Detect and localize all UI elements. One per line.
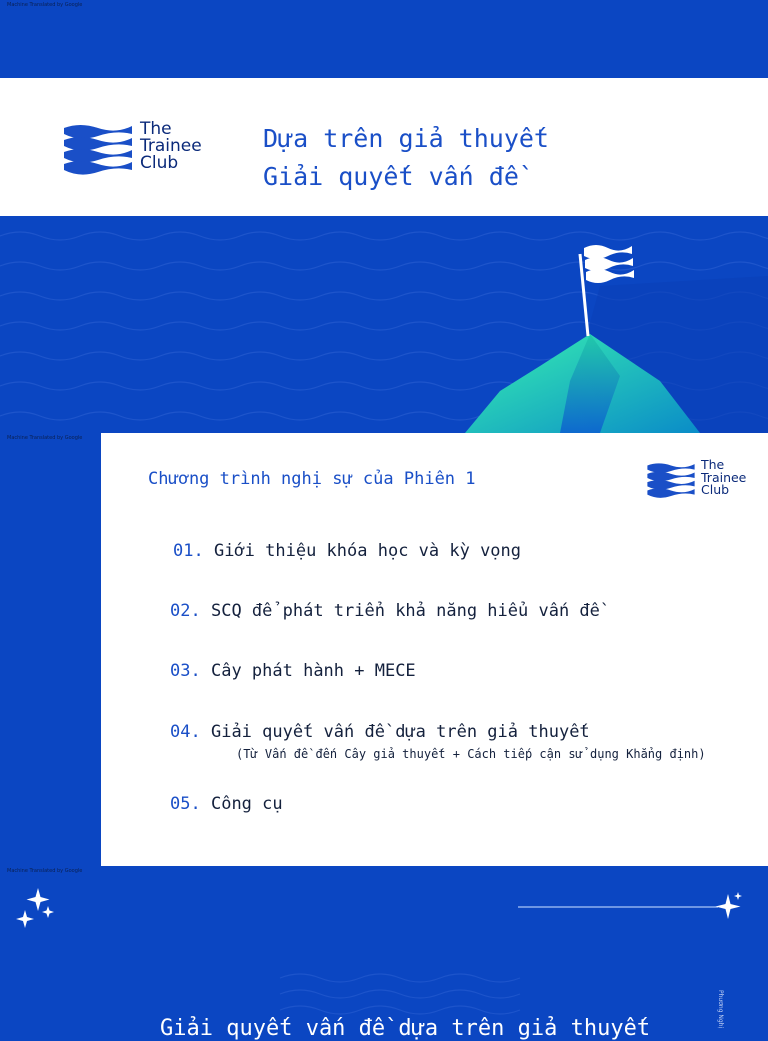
wave-pattern (280, 974, 520, 1014)
slide3 (0, 866, 768, 1041)
agenda-item-4 (170, 722, 590, 742)
slide1-title (263, 120, 549, 196)
logo-line: The (140, 118, 172, 139)
agenda-number: 01. (173, 541, 204, 561)
slide1-header (0, 78, 768, 216)
agenda-text: Cây phát hành + MECE (210, 661, 416, 681)
agenda-number: 03. (170, 661, 201, 681)
agenda-item-4-subtext: (Từ Vấn đề đến Cây giả thuyết + Cách tiếp cận sử dụng Khẳng định) (236, 747, 706, 761)
agenda-item-1 (173, 541, 521, 561)
agenda-text: Giới thiệu khóa học và kỳ vọng (213, 541, 522, 561)
title-line: Giải quyết vấn đề (263, 162, 519, 191)
slide1-hero (0, 216, 768, 433)
trainee-club-logo (646, 459, 746, 497)
agenda-text: SCQ để phát triển khả năng hiểu vấn đề (210, 601, 600, 621)
logo-line: Trainee (140, 135, 202, 156)
agenda-card (101, 433, 768, 866)
logo-line: Club (701, 482, 730, 498)
slide3-decor (0, 866, 768, 1024)
logo-line: Trainee (701, 469, 747, 485)
watermark-text: Machine Translated by Google (7, 435, 83, 441)
side-caption: Phương Nghị (717, 990, 724, 1029)
wave-flag-icon (646, 459, 696, 497)
agenda-number: 04. (170, 722, 201, 742)
logo-line: Club (140, 152, 179, 173)
agenda-heading: Chương trình nghị sự của Phiên 1 (148, 469, 476, 489)
sparkle-icon (716, 892, 743, 919)
trainee-club-logo (62, 120, 202, 172)
watermark-text: Machine Translated by Google (7, 868, 83, 874)
agenda-number: 02. (170, 601, 201, 621)
logo-wordmark (701, 459, 746, 497)
flag-icon (584, 245, 634, 283)
agenda-number: 05. (170, 794, 201, 814)
agenda-text: Giải quyết vấn đề dựa trên giả thuyết (210, 722, 590, 742)
agenda-text: Công cụ (210, 794, 283, 814)
slide1-top-band (0, 0, 768, 78)
agenda-item-2 (170, 601, 600, 621)
slide3-title: Giải quyết vấn đề dựa trên giả thuyết (160, 1016, 651, 1041)
wave-flag-icon (62, 120, 134, 172)
logo-wordmark (140, 118, 202, 173)
watermark-text: Machine Translated by Google (7, 2, 83, 8)
sparkle-icon (16, 888, 54, 928)
agenda-item-5 (170, 794, 283, 814)
agenda-item-3 (170, 661, 416, 681)
hero-illustration (0, 216, 768, 433)
logo-line: The (701, 457, 725, 473)
title-line: Dựa trên giả thuyết (263, 124, 549, 153)
